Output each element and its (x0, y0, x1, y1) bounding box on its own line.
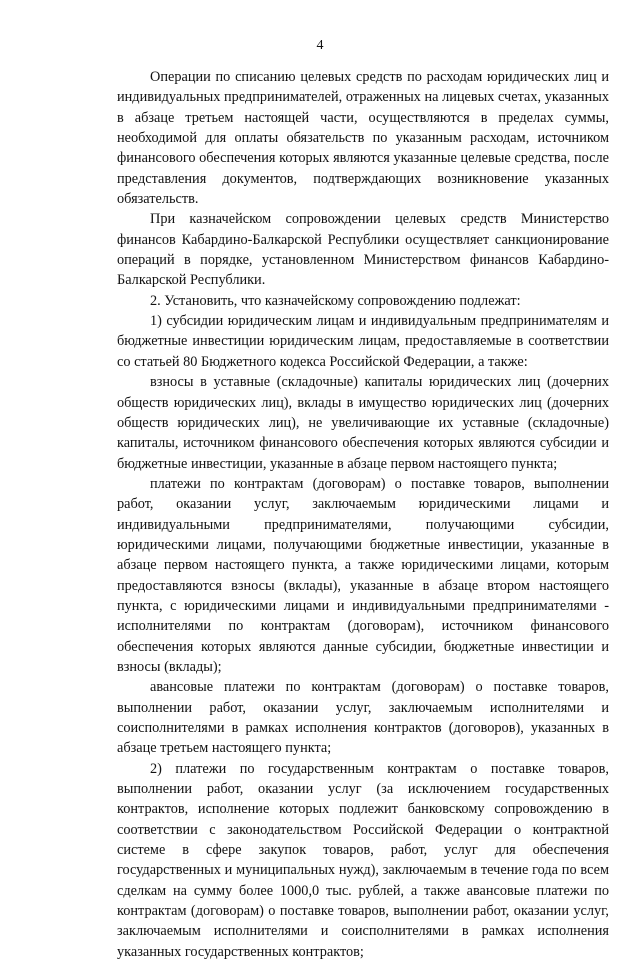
paragraph-item-2-intro: 2. Установить, что казначейскому сопровождению подлежат: (150, 292, 521, 309)
paragraph-sanctioning: При казначейском сопровождении целевых средств Министерство финансов Кабардино-Балкарской Республики осуществляет санкционирование операций в порядке, установленном Министерством финансов Кабардино-Балкарской Республики. (117, 211, 609, 289)
paragraph-advance-payments: авансовые платежи по контрактам (договорам) о поставке товаров, выполнении работ, оказании услуг, заключаемым исполнителями и соисполнителями в рамках исполнения контрактов (договоров), указанных в абзаце третьем настоящего пункта; (117, 679, 609, 757)
paragraph-contract-payments: платежи по контрактам (договорам) о поставке товаров, выполнении работ, оказании услуг, заключаемым юридическими лицами и индивидуальными предпринимателями, получающими субсидии, юридическими лицами, получающими бюджетные инвестиции, указанные в абзаце первом настоящего пункта, а также юридическими лицами, которым предоставляются взносы (вклады), указанные в абзаце втором настоящего пункта, с юридическими лицами и индивидуальными предпринимателями - исполнителями по контрактам (договорам), источником финансового обеспечения которых являются данные субсидии, бюджетные инвестиции и взносы (вклады); (117, 475, 609, 675)
paragraph-subitem-1: 1) субсидии юридическим лицам и индивидуальным предпринимателям и бюджетные инвестиции юридическим лицам, предоставляемые в соответствии со статьей 80 Бюджетного кодекса Российской Федерации, а также: (117, 313, 609, 370)
paragraph-subitem-2: 2) платежи по государственным контрактам о поставке товаров, выполнении работ, оказании услуг (за исключением государственных контрактов, исполнение которых подлежит банковскому сопровождению в соответствии с законодательством Российской Федерации о контрактной системе в сфере закупок товаров, работ, услуг для обеспечения государственных и муниципальных нужд), заключаемым в течение года по всем сделкам на сумму более 1000,0 тыс. рублей, а также авансовые платежи по контрактам (договорам) о поставке товаров, выполнении работ, оказании услуг, заключаемым исполнителями и соисполнителями в рамках исполнения указанных государственных контрактов; (117, 760, 609, 960)
document-body (117, 67, 609, 962)
paragraph-contributions: взносы в уставные (складочные) капиталы юридических лиц (дочерних обществ юридических лиц), вклады в имущество юридических лиц (дочерних обществ юридических лиц), не увеличивающие их уставные (складочные) капиталы, источником финансового обеспечения которых являются субсидии и бюджетные инвестиции, указанные в абзаце первом настоящего пункта; (117, 374, 609, 472)
page-number: 4 (316, 38, 324, 53)
paragraph-write-off-operations: Операции по списанию целевых средств по расходам юридических лиц и индивидуальных предпринимателей, отраженных на лицевых счетах, указанных в абзаце третьем настоящей части, осуществляются в пределах суммы, необходимой для оплаты обязательств по указанным расходам, источником финансового обеспечения которых являются указанные целевые средства, после представления документов, подтверждающих возникновение указанных обязательств. (117, 69, 609, 208)
